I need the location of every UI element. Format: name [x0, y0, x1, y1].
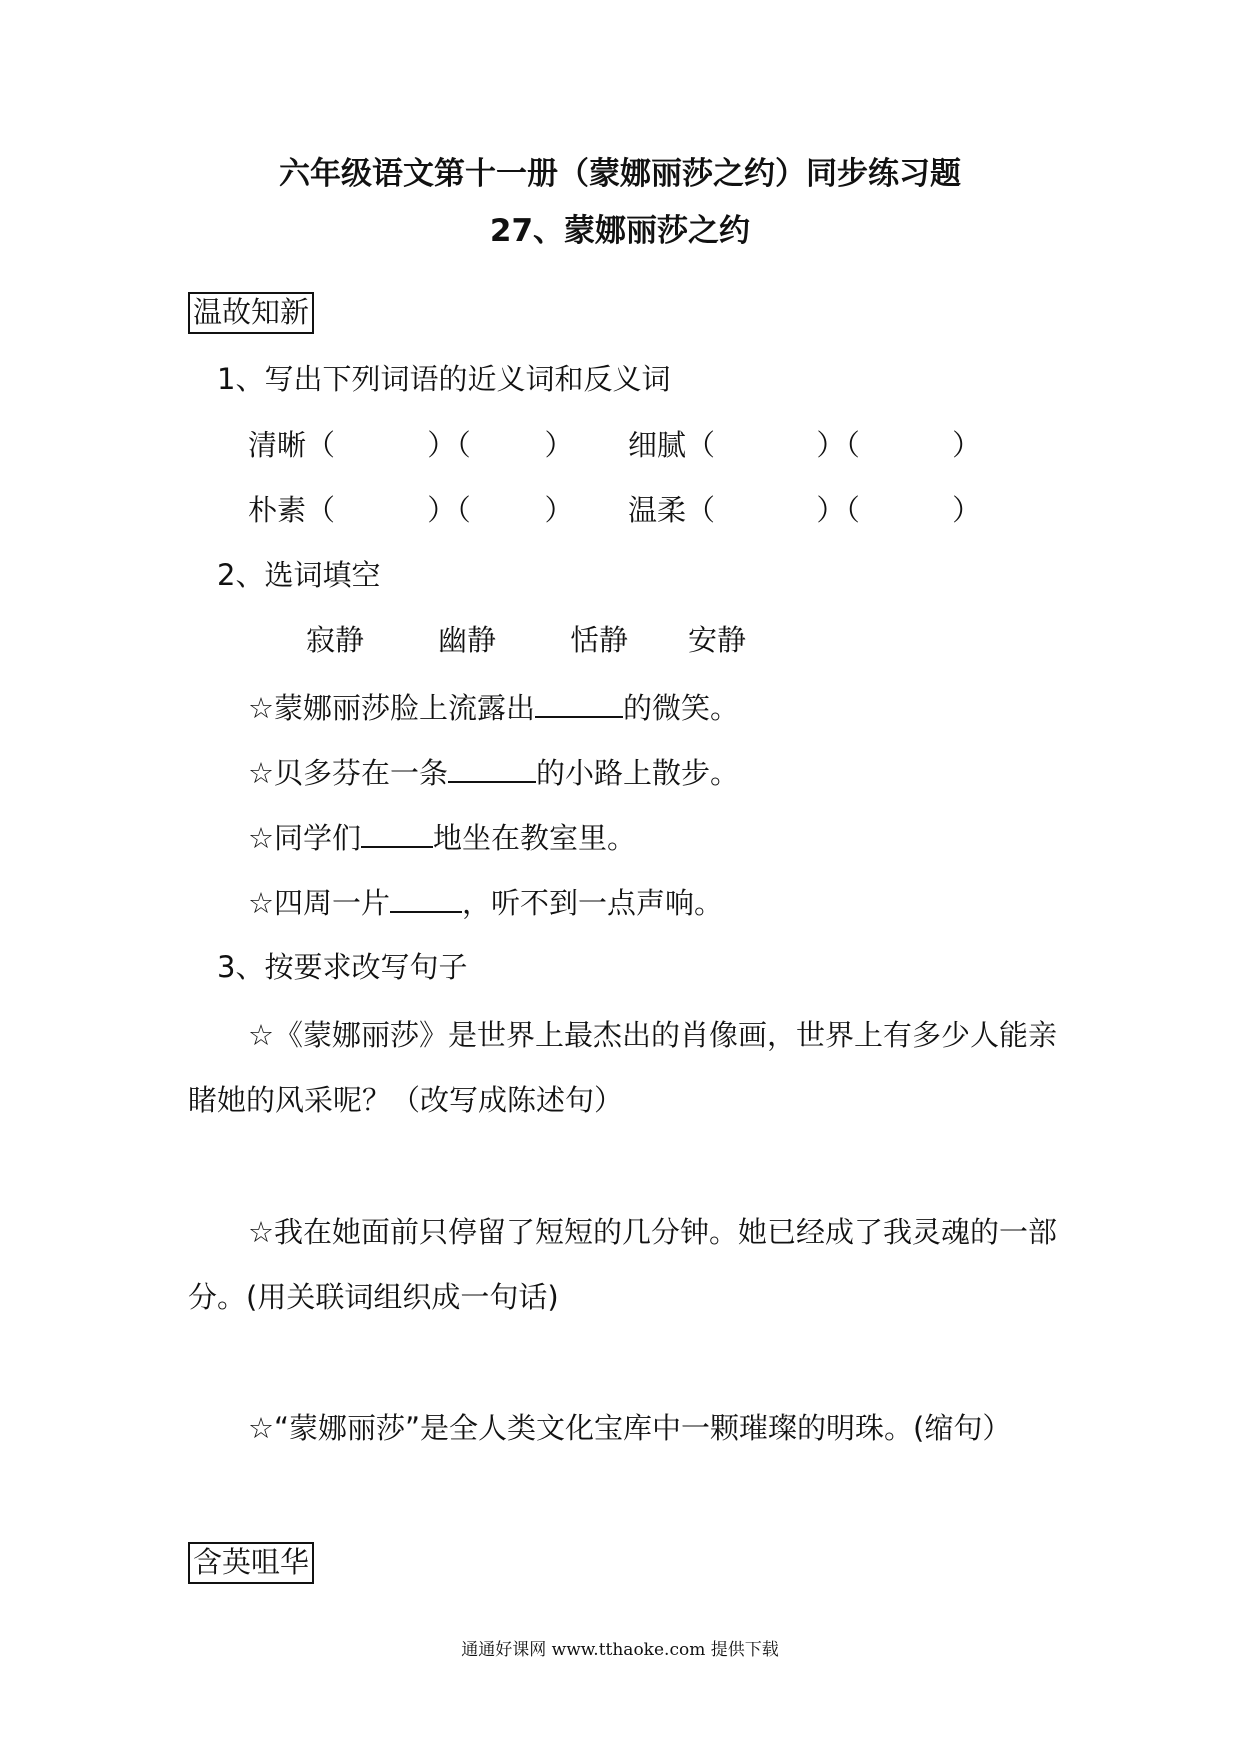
rewrite-sentence-3: ☆“蒙娜丽莎”是全人类文化宝库中一颗璀璨的明珠。(缩句） — [248, 1411, 1012, 1445]
sentence-text: 的小路上散步。 — [536, 756, 740, 790]
sentence-text: 的微笑。 — [623, 691, 740, 725]
sentence-text: ☆同学们 — [248, 821, 361, 855]
question-2-prompt: 2、选词填空 — [217, 558, 381, 592]
word-choice-2: 幽静 — [438, 623, 497, 657]
word-choice-1: 寂静 — [306, 623, 365, 657]
word-choice-3: 恬静 — [570, 623, 629, 657]
fill-sentence-3 — [248, 818, 636, 855]
sentence-text: ☆四周一片 — [248, 886, 390, 920]
page-title: 六年级语文第十一册（蒙娜丽莎之约）同步练习题 — [279, 156, 961, 192]
answer-blank[interactable]: （ ）（ ） — [306, 493, 574, 527]
sentence-text: 地坐在教室里。 — [433, 821, 637, 855]
synonym-item-2 — [628, 428, 981, 462]
fill-sentence-4 — [248, 883, 723, 920]
question-3-prompt: 3、按要求改写句子 — [217, 950, 468, 984]
synonym-item-4 — [628, 493, 981, 527]
word-2: 细腻 — [628, 428, 687, 462]
word-1: 清晰 — [248, 428, 307, 462]
rewrite-sentence-2-line-1: ☆我在她面前只停留了短短的几分钟。她已经成了我灵魂的一部 — [248, 1215, 1057, 1249]
rewrite-sentence-1-line-1: ☆《蒙娜丽莎》是世界上最杰出的肖像画，世界上有多少人能亲 — [248, 1018, 1057, 1052]
section-label-appreciation: 含英咀华 — [188, 1542, 314, 1584]
fill-sentence-2 — [248, 753, 739, 790]
word-choice-4: 安静 — [688, 623, 747, 657]
fill-blank[interactable] — [535, 688, 623, 718]
rewrite-sentence-1-line-2: 睹她的风采呢？（改写成陈述句） — [188, 1083, 624, 1117]
fill-blank[interactable] — [448, 753, 536, 783]
synonym-item-1 — [248, 428, 573, 462]
fill-blank[interactable] — [361, 818, 433, 848]
sentence-text: ，听不到一点声响。 — [462, 886, 724, 920]
lesson-title: 27、蒙娜丽莎之约 — [489, 213, 751, 249]
section-label-review: 温故知新 — [188, 292, 314, 334]
word-3: 朴素 — [248, 493, 307, 527]
answer-blank[interactable]: （ ）（ ） — [686, 493, 982, 527]
answer-blank[interactable]: （ ）（ ） — [306, 428, 574, 462]
question-1-prompt: 1、写出下列词语的近义词和反义词 — [217, 362, 671, 396]
sentence-text: ☆蒙娜丽莎脸上流露出 — [248, 691, 535, 725]
answer-blank[interactable]: （ ）（ ） — [686, 428, 982, 462]
fill-sentence-1 — [248, 688, 739, 725]
word-4: 温柔 — [628, 493, 687, 527]
synonym-item-3 — [248, 493, 573, 527]
page-footer: 通通好课网 www.tthaoke.com 提供下载 — [461, 1640, 779, 1660]
rewrite-sentence-2-line-2: 分。(用关联词组织成一句话) — [188, 1280, 559, 1314]
sentence-text: ☆贝多芬在一条 — [248, 756, 448, 790]
fill-blank[interactable] — [390, 883, 462, 913]
